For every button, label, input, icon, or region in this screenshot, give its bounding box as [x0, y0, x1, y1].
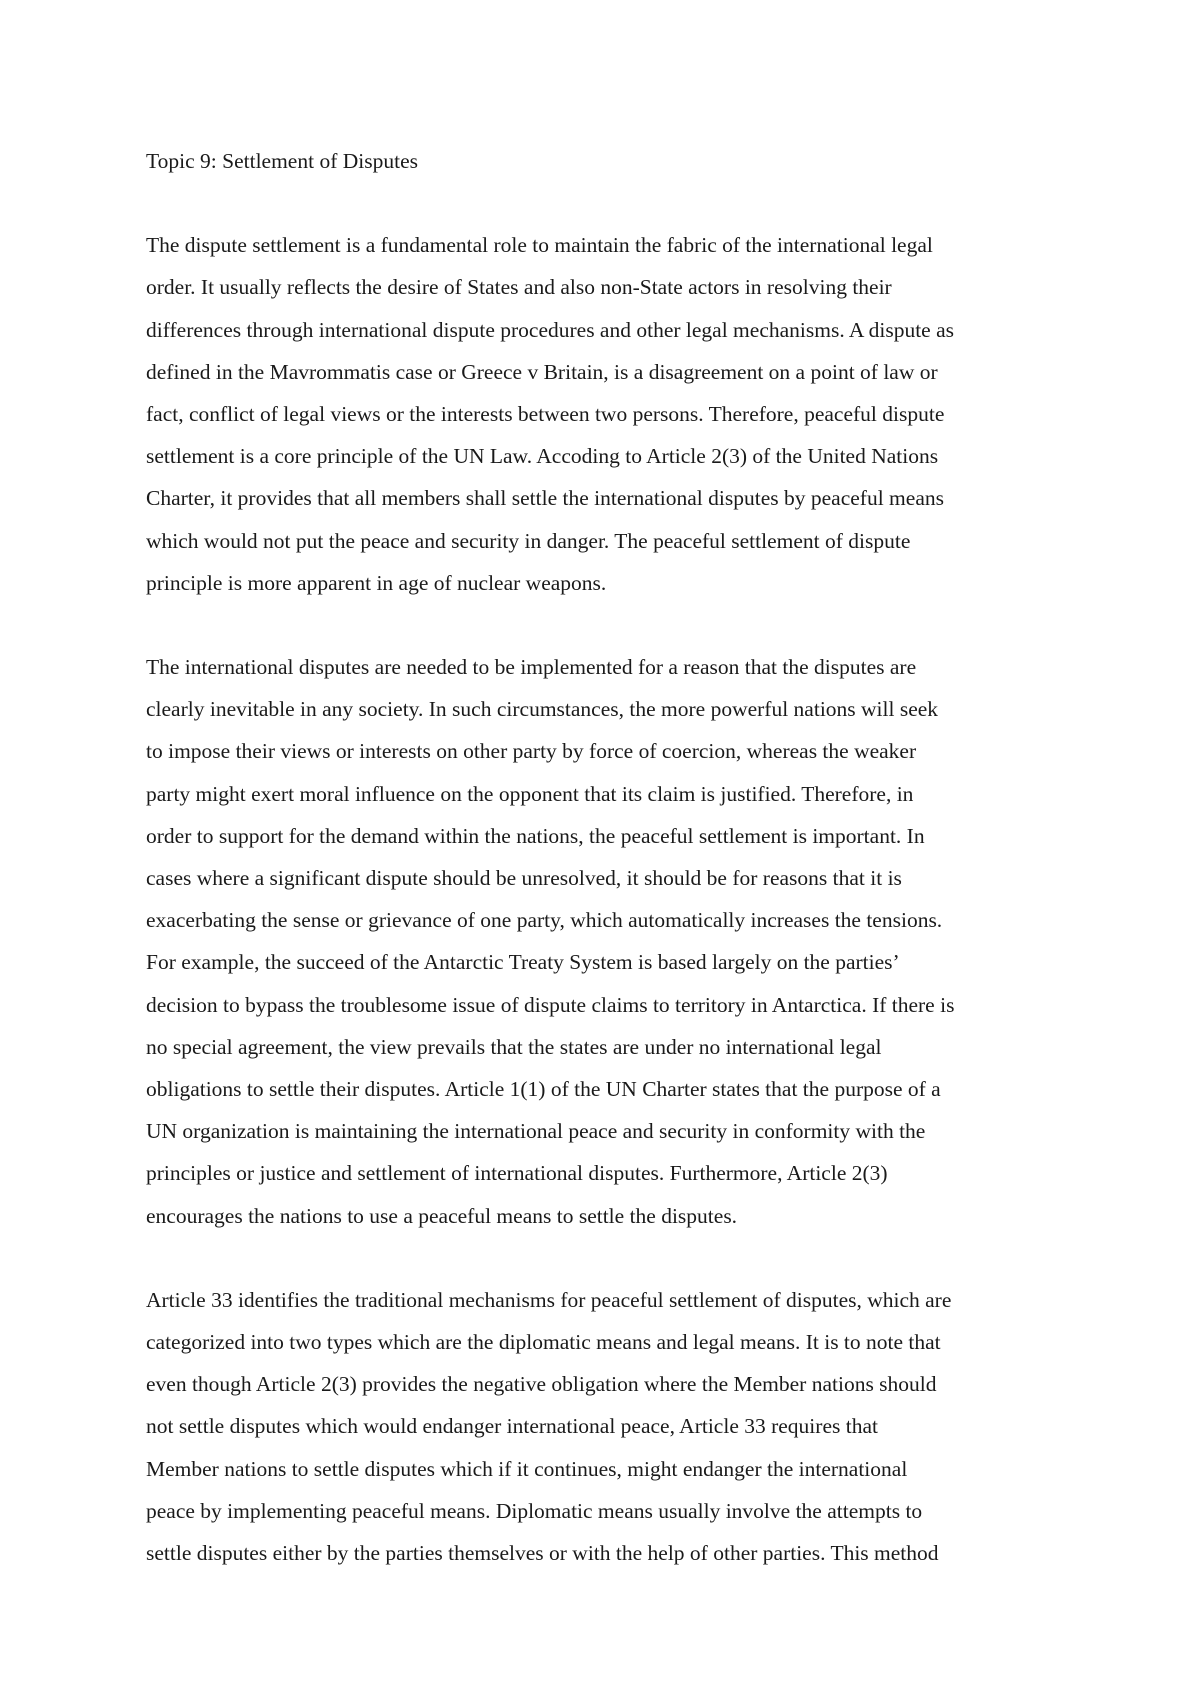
paragraph-line: Charter, it provides that all members shall settle the international disputes by peaceful means [146, 486, 944, 511]
paragraph-2 [146, 646, 1066, 1237]
paragraph-1 [146, 224, 1066, 604]
paragraph-line: decision to bypass the troublesome issue of dispute claims to territory in Antarctica. If there is [146, 992, 955, 1017]
paragraph-line: For example, the succeed of the Antarctic Treaty System is based largely on the parties’ [146, 950, 900, 975]
paragraph-line: differences through international dispute procedures and other legal mechanisms. A dispute as [146, 317, 955, 342]
paragraph-line: The international disputes are needed to be implemented for a reason that the disputes are [146, 655, 917, 680]
paragraph-line: cases where a significant dispute should be unresolved, it should be for reasons that it is [146, 866, 902, 891]
paragraph-line: settlement is a core principle of the UN Law. Accoding to Article 2(3) of the United Nations [146, 444, 939, 469]
paragraph-line: principle is more apparent in age of nuclear weapons. [146, 570, 607, 595]
paragraph-line: order. It usually reflects the desire of States and also non-State actors in resolving their [146, 275, 892, 300]
paragraph-line: categorized into two types which are the diplomatic means and legal means. It is to note that [146, 1330, 941, 1355]
paragraph-line: Member nations to settle disputes which if it continues, might endanger the international [146, 1456, 908, 1481]
paragraph-line: settle disputes either by the parties themselves or with the help of other parties. This method [146, 1541, 939, 1566]
paragraph-line: peace by implementing peaceful means. Diplomatic means usually involve the attempts to [146, 1498, 923, 1523]
paragraph-line: obligations to settle their disputes. Article 1(1) of the UN Charter states that the purpose of a [146, 1077, 941, 1102]
paragraph-line: clearly inevitable in any society. In such circumstances, the more powerful nations will seek [146, 697, 939, 722]
paragraph-3 [146, 1279, 1066, 1574]
paragraph-line: defined in the Mavrommatis case or Greece v Britain, is a disagreement on a point of law or [146, 359, 938, 384]
paragraph-line: principles or justice and settlement of international disputes. Furthermore, Article 2(3) [146, 1161, 888, 1186]
paragraph-line: even though Article 2(3) provides the negative obligation where the Member nations should [146, 1372, 937, 1397]
document-title: Topic 9: Settlement of Disputes [146, 149, 418, 173]
paragraph-line: party might exert moral influence on the opponent that its claim is justified. Therefore, in [146, 781, 914, 806]
paragraph-line: no special agreement, the view prevails that the states are under no international legal [146, 1034, 882, 1059]
paragraph-line: fact, conflict of legal views or the interests between two persons. Therefore, peaceful dispute [146, 402, 945, 427]
paragraph-line: exacerbating the sense or grievance of one party, which automatically increases the tensions. [146, 908, 943, 933]
paragraph-line: not settle disputes which would endanger international peace, Article 33 requires that [146, 1414, 878, 1439]
paragraph-line: order to support for the demand within the nations, the peaceful settlement is important. In [146, 823, 925, 848]
paragraph-line: to impose their views or interests on other party by force of coercion, whereas the weaker [146, 739, 917, 764]
document-body [146, 140, 1066, 1616]
paragraph-line: Article 33 identifies the traditional mechanisms for peaceful settlement of disputes, which are [146, 1287, 952, 1312]
paragraph-line: which would not put the peace and security in danger. The peaceful settlement of dispute [146, 528, 911, 553]
paragraph-line: encourages the nations to use a peaceful means to settle the disputes. [146, 1203, 738, 1228]
paragraph-line: UN organization is maintaining the international peace and security in conformity with the [146, 1119, 926, 1144]
paragraph-line: The dispute settlement is a fundamental role to maintain the fabric of the international legal [146, 233, 933, 258]
